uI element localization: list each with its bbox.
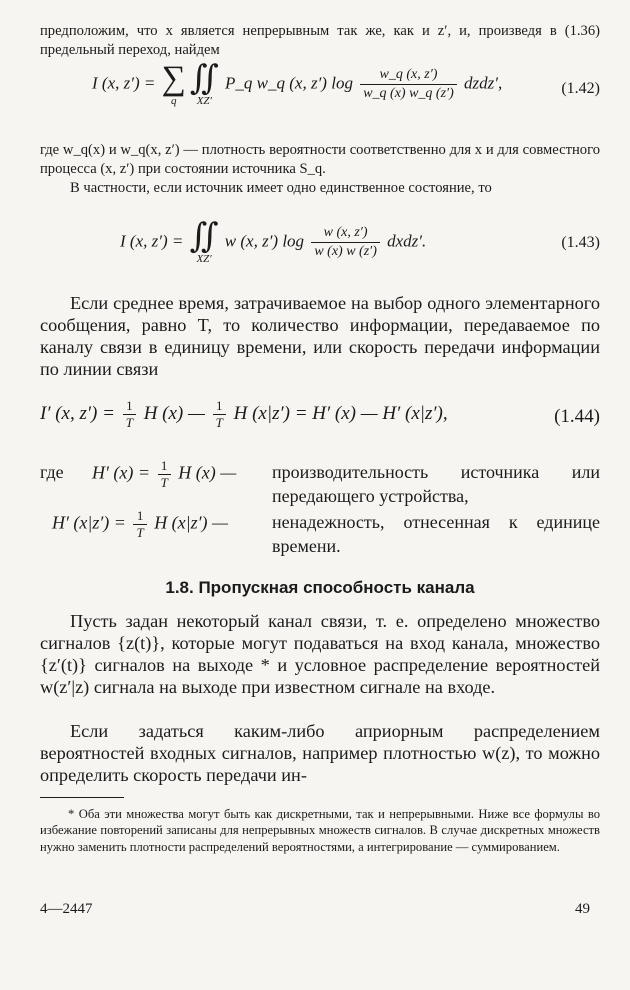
double-integral-symbol: ∬ XZ′ xyxy=(189,218,219,265)
d2-lhs: H′ (x|z′) = xyxy=(52,512,126,533)
paragraph-intro: предположим, что x является непрерывным так же, как и z′, и, произведя в (1.36) предельный переход, найдем xyxy=(40,23,600,58)
definition-1-formula xyxy=(92,458,236,491)
paragraph-density-def: где w_q(x) и w_q(x, z′) — плотность вероятности соответственно для x и для совместного процесса (x, z′) при состоянии источника S_q. xyxy=(40,142,600,177)
d2-fraction xyxy=(133,508,146,541)
d1-rhs: H (x) — xyxy=(178,462,237,483)
d2-frac-den: T xyxy=(136,525,144,540)
definition-1-text: производительность источника или передающего устройства, xyxy=(272,462,600,506)
eq144-part3: H (x|z′) = H′ (x) — H′ (x|z′), xyxy=(233,402,448,424)
eq144-fraction-2 xyxy=(213,398,226,431)
paragraph-single-state: В частности, если источник имеет одно единственное состояние, то xyxy=(70,180,492,196)
eq142-lhs: I (x, z′) = xyxy=(92,73,156,93)
summation-symbol: ∑ q xyxy=(161,60,186,107)
printer-signature: 4—2447 xyxy=(40,901,93,917)
d2-frac-num: 1 xyxy=(133,508,146,525)
equation-1-43 xyxy=(40,220,600,280)
eq142-denominator: w_q (x) w_q (z′) xyxy=(363,86,454,101)
eq144-frac2-den: T xyxy=(215,415,223,430)
footnote-divider xyxy=(40,797,124,798)
eq142-fraction xyxy=(360,66,457,103)
eq143-denominator: w (x) w (z′) xyxy=(314,244,377,259)
integral-subscript: XZ′ xyxy=(196,253,212,265)
paragraph-rate: Если среднее время, затрачиваемое на выбор одного элементарного сообщения, равно T, то количество информации, передаваемое по каналу связи в единицу времени, или скорость передачи информации по линии связи xyxy=(40,293,600,379)
eq143-fraction xyxy=(311,224,380,261)
eq144-frac1-num: 1 xyxy=(123,398,136,415)
eq142-number: (1.42) xyxy=(561,80,600,97)
eq143-integrand: w (x, z′) log xyxy=(224,231,305,251)
paragraph-channel: Пусть задан некоторый канал связи, т. е. определено множество сигналов {z(t)}, которые могут подаваться на вход канала, множество {z′(t)} сигналов на выходе * и условное распределение вероятностей w(z′|z) сигнала на выходе при известном сигнале на входе. xyxy=(40,611,600,697)
eq143-tail: dxdz′. xyxy=(387,231,427,251)
definition-2-text: ненадежность, отнесенная к единице времени. xyxy=(272,512,600,556)
eq142-tail: dzdz′, xyxy=(464,73,503,93)
eq142-integrand: P_q w_q (x, z′) log xyxy=(225,73,353,93)
equation-1-42 xyxy=(40,62,600,126)
d2-rhs: H (x|z′) — xyxy=(154,512,229,533)
eq144-frac2-num: 1 xyxy=(213,398,226,415)
definition-2-formula xyxy=(52,508,228,541)
double-integral-symbol: ∬ XZ′ xyxy=(189,60,219,107)
eq143-number: (1.43) xyxy=(561,234,600,251)
eq144-part2: H (x) — xyxy=(143,402,205,424)
page-number: 49 xyxy=(575,901,590,917)
eq144-fraction-1 xyxy=(123,398,136,431)
section-heading: 1.8. Пропускная способность канала xyxy=(165,578,475,597)
paragraph-apriori: Если задаться каким-либо априорным распределением вероятностей входных сигналов, например плотностью w(z), то можно определить скорость передачи ин- xyxy=(40,721,600,785)
d1-fraction xyxy=(158,458,171,491)
d1-lhs: H′ (x) = xyxy=(92,462,151,483)
eq144-frac1-den: T xyxy=(125,415,133,430)
where-word: где xyxy=(40,462,64,482)
sum-subscript: q xyxy=(170,95,177,107)
d1-frac-den: T xyxy=(160,475,168,490)
eq144-part1: I′ (x, z′) = xyxy=(40,402,115,424)
eq142-numerator: w_q (x, z′) xyxy=(360,66,457,85)
footnote: * Оба эти множества могут быть как дискретными, так и непрерывными. Ниже все формулы во избежание повторений записаны для непрерывных множеств сигналов. В случае дискретных множеств нужно заменить плотности распределений вероятностями, а интегрирование — суммированием. xyxy=(40,807,600,854)
eq143-numerator: w (x, z′) xyxy=(311,224,380,243)
eq144-number: (1.44) xyxy=(554,406,600,427)
integral-subscript: XZ′ xyxy=(196,95,212,107)
d1-frac-num: 1 xyxy=(158,458,171,475)
eq143-lhs: I (x, z′) = xyxy=(120,231,184,251)
equation-1-44 xyxy=(40,398,600,442)
